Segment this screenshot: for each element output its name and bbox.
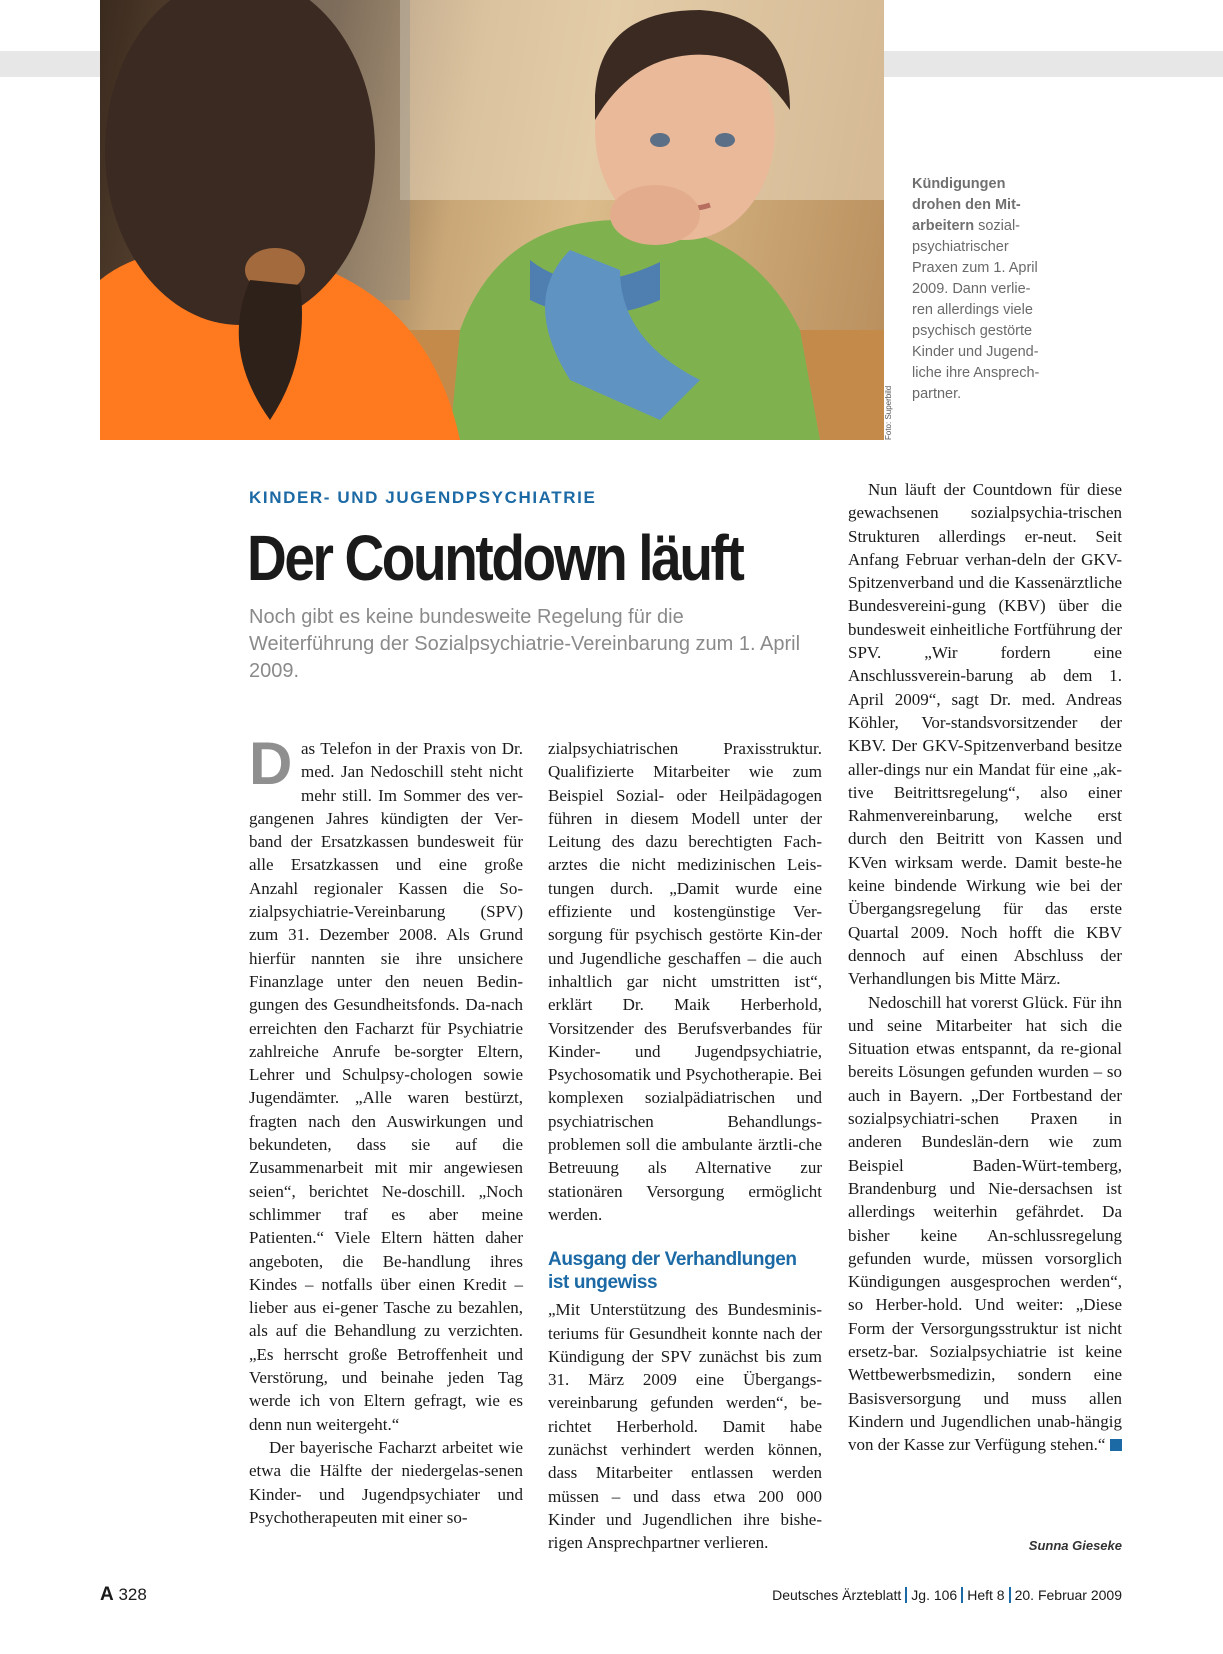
section-subhead: Ausgang der Verhandlungen ist ungewiss	[548, 1249, 797, 1294]
author-byline: Sunna Gieseke	[1028, 1538, 1122, 1553]
drop-cap: D	[249, 730, 293, 797]
article-photo	[100, 0, 884, 440]
paragraph: Der bayerische Facharzt arbeitet wie etwa die Hälfte der niedergelas-senen Kinder- und Jugendpsychiater und Psychotherapeuten mit einer so-	[249, 1437, 523, 1527]
journal-name: Deutsches Ärzteblatt	[772, 1587, 902, 1603]
article-headline: Der Countdown läuft	[247, 522, 743, 594]
header-bar-left	[0, 51, 100, 77]
paragraph: „Mit Unterstützung des Bundesminis-teriums für Gesundheit konnte nach der Kündigung der SPV zunächst bis zum 31. März 2009 eine Übergangs-vereinbarung gefunden werden“, be-richtet Herberhold. Damit habe zunächst verhindert werden können, dass Mitarbeiter entlassen werden müssen – und dass etwa 200 000 Kinder und Jugendlichen ihre bishe-rigen Ansprechpartner verlieren.	[548, 1300, 822, 1553]
photo-credit: Foto: Superbild	[884, 385, 893, 440]
photo-caption	[912, 174, 1050, 405]
paragraph-text: Nedoschill hat vorerst Glück. Für ihn und seine Mitarbeiter hat sich die Situation etwas entspannt, da re-gional bereits Lösungen gefunden wurden – so auch in Bayern. „Der Fortbestand der sozialpsychiatri-schen Praxen in anderen Bundeslän-dern wie zum Beispiel Baden-Würt-temberg, Brandenburg und Nie-dersachsen ist allerdings weiterhin gefährdet. Da bisher keine An-schlussregelung gefunden wurde, müssen vorsorglich Kündigungen ausgesprochen werden“, so Herber-hold. Und weiter: „Diese Form der Versorgungsstruktur ist nicht ersetz-bar. Sozialpsychiatrie ist keine Wettbewerbsmedizin, sondern eine Basisversorgung und muss allen Kindern und Jugendlichen unab-hängig von der Kasse zur Verfügung stehen.“	[848, 992, 1123, 1455]
separator	[1009, 1587, 1011, 1603]
caption-bold: Kündigungen drohen den Mit-arbeitern	[912, 176, 1021, 234]
text-column-3	[848, 478, 1122, 1456]
header-bar-right	[884, 51, 1223, 77]
journal-volume: Jg. 106	[911, 1587, 958, 1603]
paragraph	[848, 991, 1122, 1457]
caption-text: sozial-psychiatrischer Praxen zum 1. April 2009. Dann verlie-ren allerdings viele psychisch gestörte Kinder und Jugend-liche ihre Ansprech-partner.	[912, 218, 1040, 402]
text-column-1	[249, 730, 523, 1529]
paragraph: zialpsychiatrischen Praxisstruktur. Qualifizierte Mitarbeiter wie zum Beispiel Sozial- oder Heilpädagogen führen in diesem Modell unter der Leitung des dazu berechtigten Fach-arztes die nicht medizinischen Leis-tungen durch. „Damit wurde eine effiziente und kostengünstige Ver-sorgung für psychisch gestörte Kin-der und Jugendliche geschaffen – die auch inhaltlich gar nicht umstritten ist“, erklärt Dr. Maik Herberhold, Vorsitzender des Berufsverbandes für Kinder- und Jugendpsychiatrie, Psychosomatik und Psychotherapie. Bei komplexen sozialpädiatrischen und psychiatrischen Behandlungs-problemen soll die ambulante ärztli-che Betreuung als Alternative zur stationären Versorgung ermöglicht werden.	[548, 739, 822, 1224]
page-prefix: A	[100, 1584, 114, 1605]
separator	[961, 1587, 963, 1603]
journal-date: 20. Februar 2009	[1014, 1587, 1122, 1603]
article-lead: Noch gibt es keine bundesweite Regelung für die Weiterführung der Sozialpsychiatrie-Vereinbarung zum 1. April 2009.	[249, 606, 801, 682]
paragraph: Nun läuft der Countdown für diese gewachsenen sozialpsychia-trischen Strukturen allerdings er-neut. Seit Anfang Februar verhan-deln der GKV-Spitzenverband und die Kassenärztliche Bundesvereini-gung (KBV) über die bundesweit einheitliche Fortführung der SPV. „Wir fordern eine Anschlussverein-barung ab dem 1. April 2009“, sagt Dr. med. Andreas Köhler, Vor-standsvorsitzender der KBV. Der GKV-Spitzenverband besitze aller-dings nur ein Mandat für eine „ak-tive Beitrittsregelung“, also einer Rahmenvereinbarung, welche erst durch den Beitritt von Kassen und KVen wirksam werde. Damit beste-he keine bindende Wirkung wie bei der Übergangsregelung für das erste Quartal 2009. Noch hofft die KBV dennoch auf einen Abschluss der Verhandlungen bis Mitte März.	[848, 480, 1122, 989]
page-number-value: 328	[118, 1585, 147, 1604]
end-mark-icon	[1110, 1439, 1122, 1451]
photo-illustration	[100, 0, 884, 440]
journal-info	[772, 1587, 1122, 1603]
paragraph	[249, 730, 523, 1436]
journal-issue: Heft 8	[967, 1587, 1005, 1603]
paragraph-text: as Telefon in der Praxis von Dr. med. Jan Nedoschill steht nicht mehr still. Im Sommer des ver-gangenen Jahres kündigten der Ver-band der Ersatzkassen bundesweit für alle Ersatzkassen und eine große Anzahl regionaler Kassen die So-zialpsychiatrie-Vereinbarung (SPV) zum 31. Dezember 2008. Als Grund hierfür nannten sie ihre unsichere Finanzlage unter den neuen Bedin-gungen des Gesundheitsfonds. Da-nach erreichten den Facharzt für Psychiatrie zahlreiche Anrufe be-sorgter Eltern, Lehrer und Schulpsy-chologen sowie Jugendämter. „Alle waren bestürzt, fragten nach den Auswirkungen und bekundeten, dass sie auf die Zusammenarbeit mit mir angewiesen seien“, berichtet Ne-doschill. „Noch schlimmer traf es aber meine Patienten.“ Viele Eltern hätten daher angeboten, die Be-handlung ihres Kindes – notfalls über einen Kredit – lieber aus ei-gener Tasche zu bezahlen, als auf die Behandlung zu verzichten. „Es herrscht große Betroffenheit und Verstörung, und beinahe jeden Tag werde ich von Eltern gefragt, wie es denn nun weitergeht.“	[249, 739, 523, 1434]
article-kicker: KINDER- UND JUGENDPSYCHIATRIE	[249, 488, 597, 507]
page-number	[100, 1584, 147, 1606]
separator	[905, 1587, 907, 1603]
text-column-2	[548, 737, 822, 1555]
